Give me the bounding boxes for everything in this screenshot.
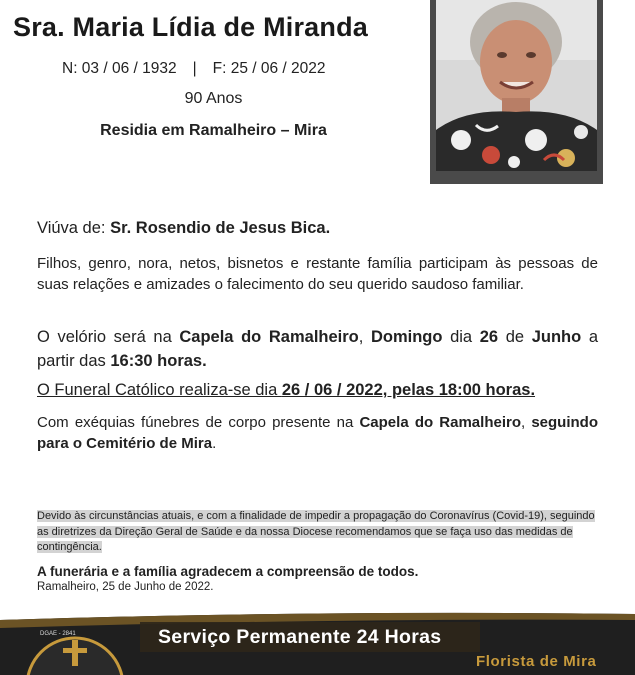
age: 90 Anos	[184, 90, 243, 107]
funeral-line	[37, 381, 598, 400]
wake-time: 16:30 horas.	[110, 352, 207, 370]
place-date: Ramalheiro, 25 de Junho de 2022.	[37, 581, 214, 593]
wake-text: ,	[358, 328, 371, 346]
residence: Residia em Ramalheiro – Mira	[100, 122, 327, 139]
widow-line	[37, 219, 598, 238]
portrait-photo	[436, 0, 597, 171]
wake-text: de	[498, 328, 532, 346]
covid-notice-text: Devido às circunstâncias atuais, e com a finalidade de impedir a propagação do Coronavírus (Covid-19), seguindo as diretrizes da Direção Geral de Saúde e da nossa Diocese recomendamos que se faça uso das medidas de contingência.	[37, 510, 595, 553]
dgae-code: DGAE - 2841	[40, 631, 76, 637]
footer-banner	[0, 606, 635, 675]
birth-date: N: 03 / 06 / 1932	[62, 60, 177, 77]
wake-place: Capela do Ramalheiro	[179, 328, 359, 346]
death-date: F: 25 / 06 / 2022	[212, 60, 326, 77]
portrait-frame	[430, 0, 603, 184]
exequias-text: .	[212, 435, 217, 452]
wake-month: Junho	[531, 328, 582, 346]
widow-label: Viúva de:	[37, 219, 111, 237]
exequias-paragraph	[37, 412, 598, 454]
wake-text: dia	[442, 328, 480, 346]
family-announcement: Filhos, genro, nora, netos, bisnetos e restante família participam às pessoas de suas relações e amizades o falecimento do seu querido saudoso familiar.	[37, 255, 598, 293]
florist-logo-text: Florista de Mira	[476, 653, 597, 670]
funeral-datetime: 26 / 06 / 2022, pelas 18:00 horas.	[281, 381, 536, 399]
funeral-text: O Funeral Católico realiza-se dia	[37, 381, 282, 399]
exequias-text: ,	[521, 414, 532, 431]
wake-day: Domingo	[370, 328, 443, 346]
date-separator: |	[192, 60, 197, 77]
spouse-name: Sr. Rosendio de Jesus Bica.	[110, 219, 331, 237]
thanks-line: A funerária e a família agradecem a compreensão de todos.	[37, 564, 419, 579]
dates-line	[62, 60, 326, 78]
wake-text: a partir das	[37, 328, 599, 370]
service-banner-text: Serviço Permanente 24 Horas	[158, 626, 442, 648]
exequias-cemetery: seguindo para o Cemitério de Mira	[37, 414, 598, 452]
wake-text: O velório será na	[37, 328, 180, 346]
exequias-text: Com exéquias fúnebres de corpo presente na	[37, 414, 360, 431]
exequias-place: Capela do Ramalheiro	[359, 414, 521, 431]
wake-paragraph	[37, 325, 598, 373]
deceased-name: Sra. Maria Lídia de Miranda	[13, 12, 369, 42]
wake-date: 26	[479, 328, 499, 346]
covid-notice	[37, 509, 600, 556]
